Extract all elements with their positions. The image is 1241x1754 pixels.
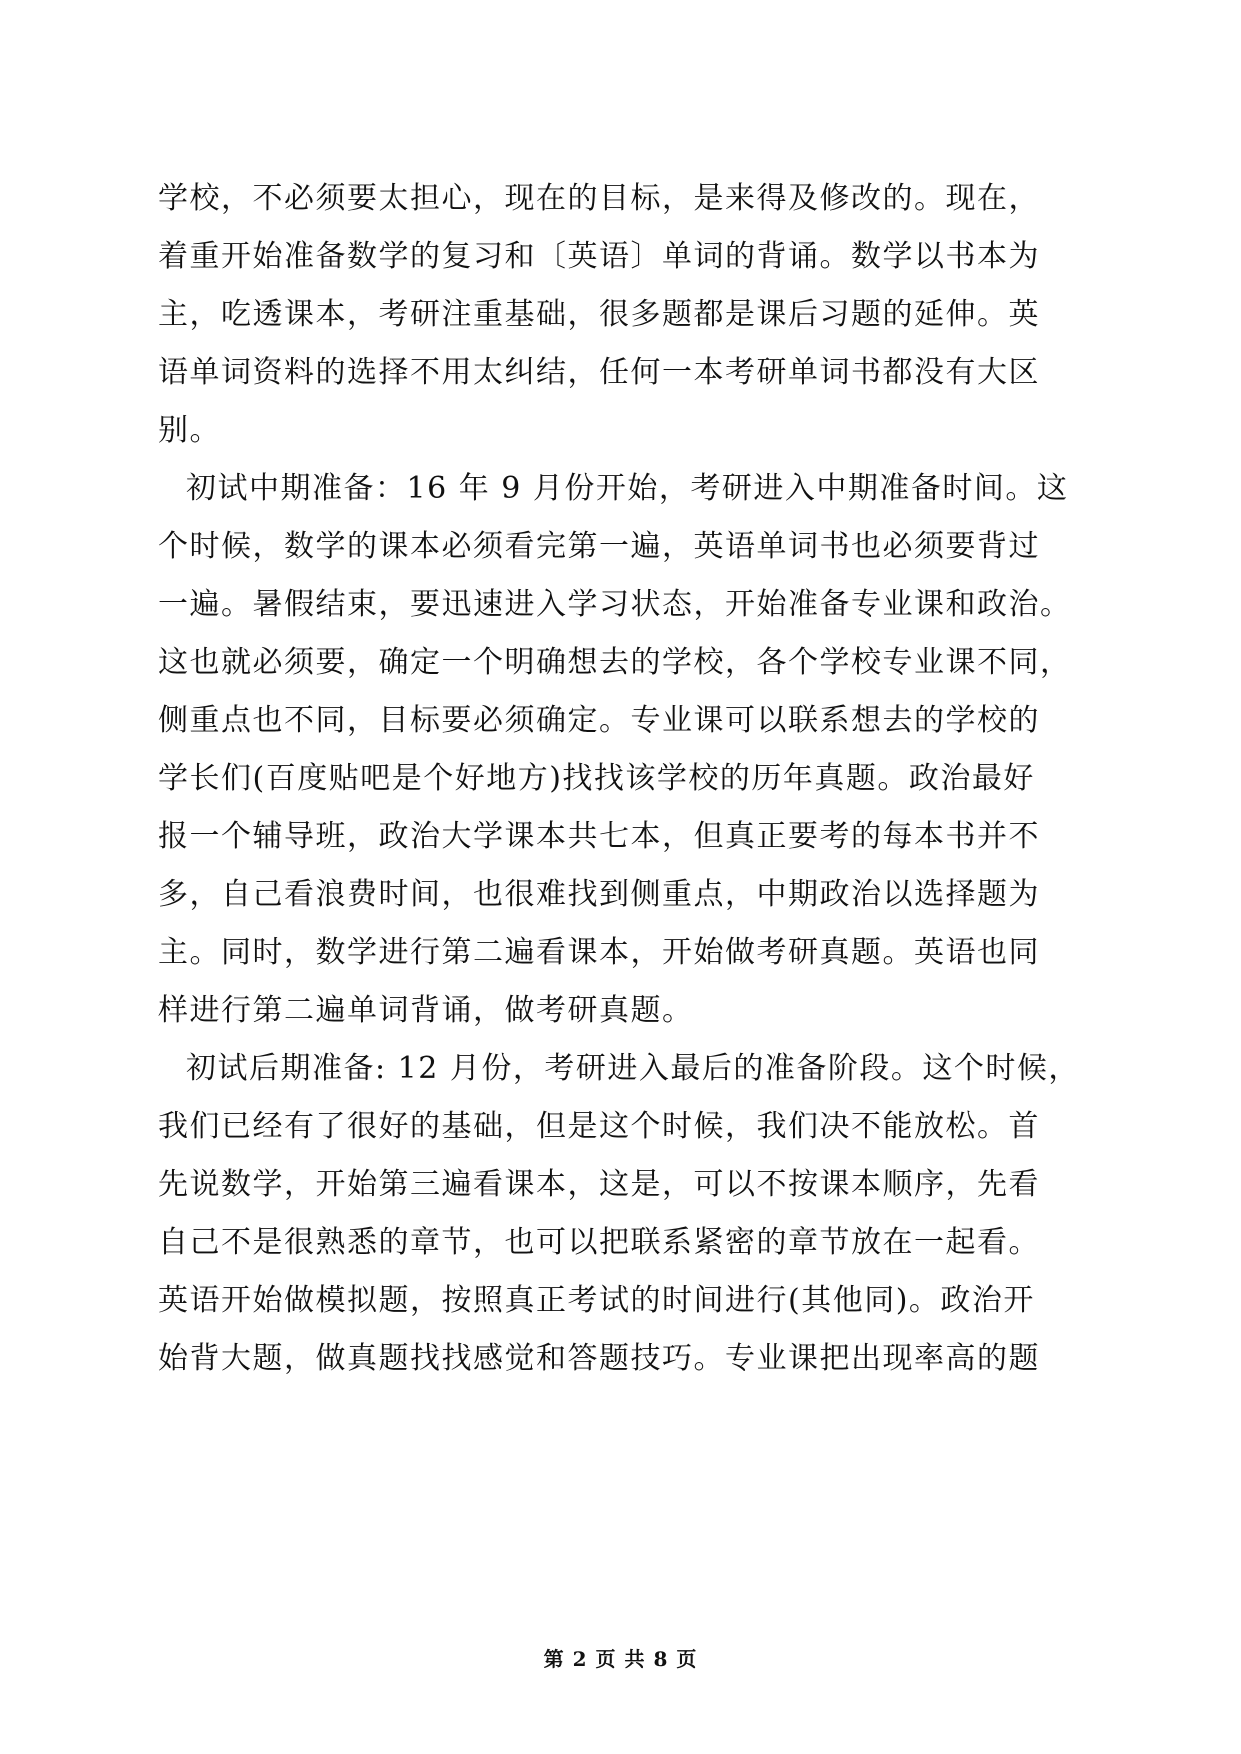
text-line: 主。同时，数学进行第二遍看课本，开始做考研真题。英语也同 [158,935,1040,970]
text-line: 学长们(百度贴吧是个好地方)找找该学校的历年真题。政治最好 [158,761,1035,796]
text-line: 样进行第二遍单词背诵，做考研真题。 [158,993,694,1028]
text-line: 初试后期准备: 12 月份，考研进入最后的准备阶段。这个时候， [186,1051,1080,1086]
page-footer: 第 2 页 共 8 页 [543,1647,698,1671]
text-line: 学校，不必须要太担心，现在的目标，是来得及修改的。现在， [158,181,1040,216]
text-line: 先说数学，开始第三遍看课本，这是，可以不按课本顺序，先看 [158,1167,1040,1202]
body-text [158,182,1098,1400]
text-line: 主，吃透课本，考研注重基础，很多题都是课后习题的延伸。英 [158,297,1040,332]
text-line: 自己不是很熟悉的章节，也可以把联系紧密的章节放在一起看。 [158,1225,1040,1260]
text-line: 这也就必须要，确定一个明确想去的学校，各个学校专业课不同， [158,645,1072,680]
text-line: 初试中期准备：16 年 9 月份开始，考研进入中期准备时间。这 [186,471,1069,506]
text-line: 侧重点也不同，目标要必须确定。专业课可以联系想去的学校的 [158,703,1040,738]
text-line: 我们已经有了很好的基础，但是这个时候，我们决不能放松。首 [158,1109,1040,1144]
text-line: 多，自己看浪费时间，也很难找到侧重点，中期政治以选择题为 [158,877,1040,912]
text-line: 个时候，数学的课本必须看完第一遍，英语单词书也必须要背过 [158,529,1040,564]
text-line: 一遍。暑假结束，要迅速进入学习状态，开始准备专业课和政治。 [158,587,1072,622]
text-line: 报一个辅导班，政治大学课本共七本，但真正要考的每本书并不 [158,819,1040,854]
text-line: 着重开始准备数学的复习和〔英语〕单词的背诵。数学以书本为 [158,239,1040,274]
text-line: 别。 [158,413,221,448]
text-line: 语单词资料的选择不用太纠结，任何一本考研单词书都没有大区 [158,355,1040,390]
text-line: 英语开始做模拟题，按照真正考试的时间进行(其他同)。政治开 [158,1283,1035,1318]
text-line: 始背大题，做真题找找感觉和答题技巧。专业课把出现率高的题 [158,1341,1040,1376]
